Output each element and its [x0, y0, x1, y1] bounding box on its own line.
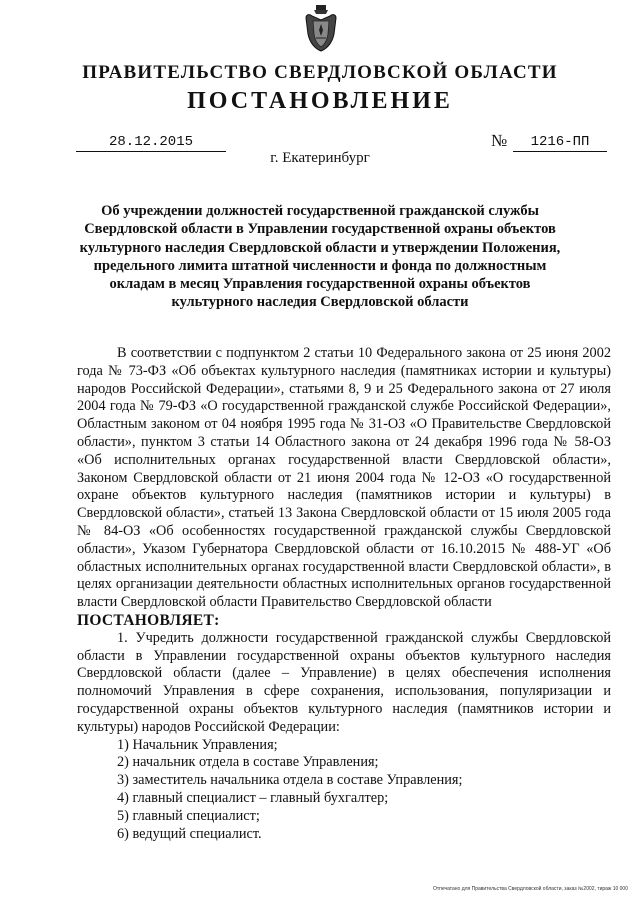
decree-title: Об учреждении должностей государственной гражданской службы Свердловской области в Управлении государственной охраны объектов культурного наследия Свердловской области и утверждении Положения, предельного лимита штатной численности и фонда по должностным окладам в месяц Управления государственной охраны объектов культурного наследия Свердловской области	[79, 203, 561, 311]
position-item: 1) Начальник Управления;	[117, 736, 278, 753]
position-item: 6) ведущий специалист.	[117, 825, 262, 842]
resolves-heading: ПОСТАНОВЛЯЕТ:	[77, 611, 220, 629]
decree-body	[77, 345, 611, 843]
position-item: 5) главный специалист;	[117, 807, 260, 824]
position-item: 4) главный специалист – главный бухгалтер;	[117, 789, 389, 806]
city-label: г. Екатеринбург	[270, 150, 370, 166]
position-item: 2) начальник отдела в составе Управления;	[117, 754, 379, 771]
coat-of-arms-icon	[304, 4, 338, 52]
document-type-heading: ПОСТАНОВЛЕНИЕ	[187, 88, 453, 114]
government-heading: ПРАВИТЕЛЬСТВО СВЕРДЛОВСКОЙ ОБЛАСТИ	[82, 62, 558, 83]
decree-date: 28.12.2015	[76, 133, 226, 152]
preamble-paragraph: В соответствии с подпунктом 2 статьи 10 Федерального закона от 25 июня 2002 года № 73-ФЗ «Об объектах культурного наследия (памятниках истории и культуры) народов Российской Федерации», статьями 8, 9 и 25 Федерального закона от 27 июля 2004 года № 79-ФЗ «О государственной гражданской службе Российской Федерации», Областным законом от 04 ноября 1995 года № 31-ОЗ «О Правительстве Свердловской области», пунктом 3 статьи 14 Областного закона от 24 декабря 1996 года № 58-ОЗ «Об исполнительных органах государственной власти Свердловской области», Законом Свердловской области от 21 июня 2004 года № 12-ОЗ «О государственной охране объектов культурного наследия (памятников истории и культуры) в Свердловской области», статьей 13 Закона Свердловской области от 15 июля 2005 года № 84-ОЗ «Об особенностях государственной гражданской службы Свердловской области», Указом Губернатора Свердловской области от 16.10.2015 № 488-УГ «Об областных исполнительных органах государственной власти Свердловской области», в целях организации деятельности областных исполнительных органов государственной власти Свердловской области Правительство Свердловской области	[77, 345, 611, 611]
position-item: 3) заместитель начальника отдела в составе Управления;	[117, 772, 463, 789]
number-sign: №	[491, 131, 508, 150]
item-1-paragraph: 1. Учредить должности государственной гражданской службы Свердловской области в Управлении государственной охраны объектов культурного наследия Свердловской области (далее – Управление) в целях обеспечения исполнения полномочий Управления в сфере сохранения, использования, популяризации и государственной охраны объектов культурного наследия (памятников истории и культуры) народов Российской Федерации:	[77, 629, 611, 735]
decree-number: 1216-ПП	[513, 133, 607, 152]
print-footer: Отпечатано для Правительства Свердловской области, заказ №2002, тираж 10 000	[432, 886, 628, 892]
